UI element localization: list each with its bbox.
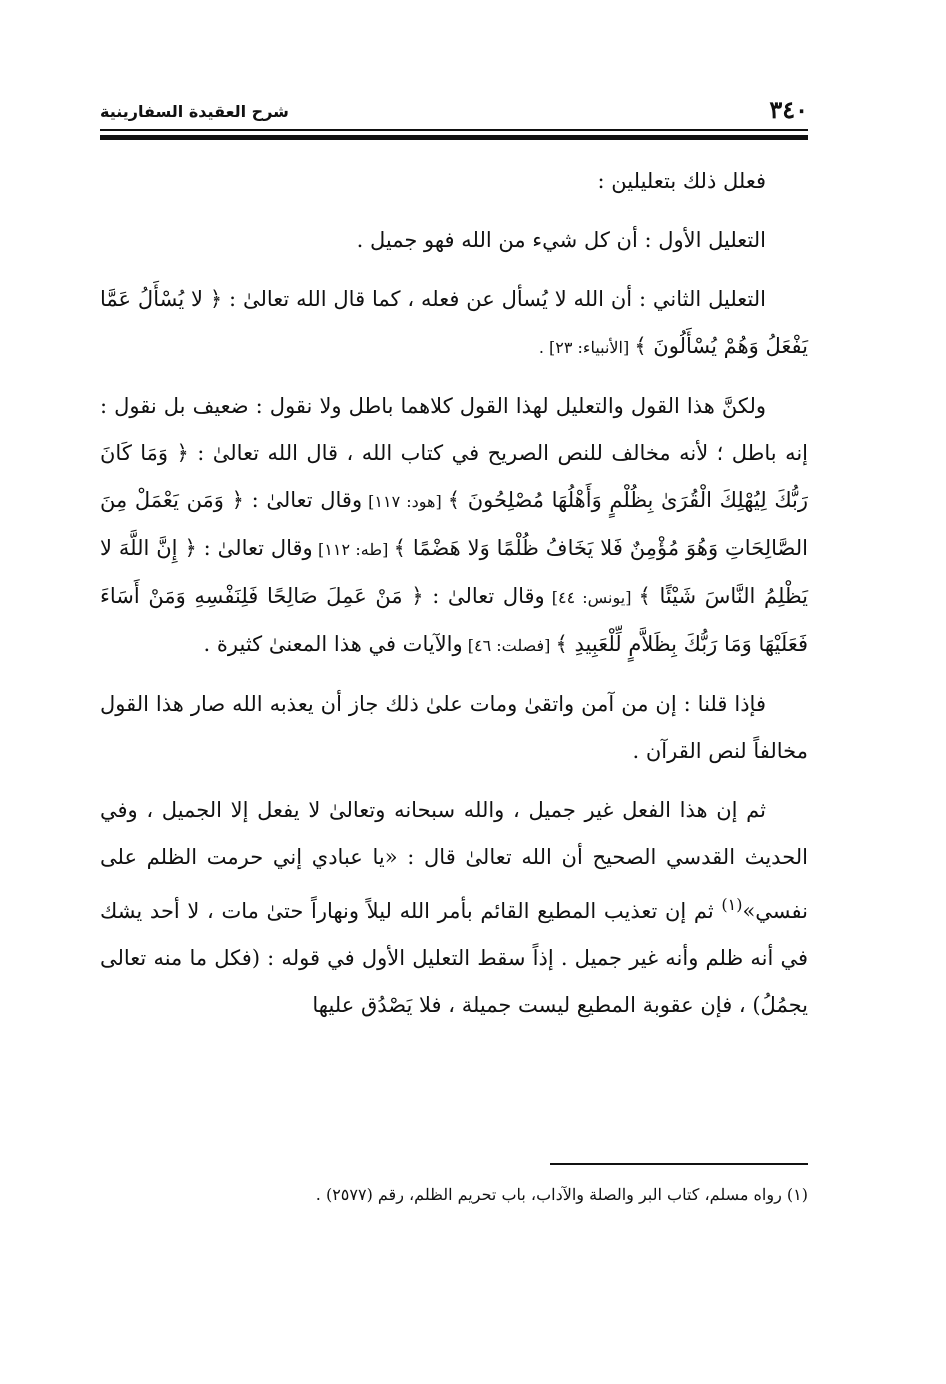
quran-verse: ﴿ مَنْ عَمِلَ صَالِحًا فَلِنَفْسِهِ وَمَنْ أَسَاءَ فَعَلَيْهَا وَمَا رَبُّكَ بِظَلاَّمٍ لِّلْعَبِيدِ ﴾ (100, 584, 808, 656)
paragraph-1: فعلل ذلك بتعليلين : (597, 169, 766, 193)
paragraph-6-text-b: ثم إن تعذيب المطيع القائم بأمر الله ليلاً ونهاراً حتىٰ مات ، لا أحد يشك في أنه ظلم وأنه غير جميل . إذاً سقط التعليل الأول في قوله : (فكل ما منه تعالى يجمُلُ) ، فإن عقوبة المطيع ليست جميلة ، فلا يَصْدُق عليها (100, 899, 809, 1017)
verse-reference: [يونس: ٤٤] (544, 588, 639, 607)
paragraph-5: فإذا قلنا : إن من آمن واتقىٰ ومات علىٰ ذلك جاز أن يعذبه الله صار هذا القول مخالفاً لنص القرآن . (100, 692, 808, 763)
quran-verse: ﴿ إِنَّ اللَّهَ لا يَظْلِمُ النَّاسَ شَيْئًا ﴾ (100, 536, 809, 608)
footnote-marker: (١) (721, 895, 743, 914)
quran-verse: ﴿ وَمَا كَانَ رَبُّكَ لِيُهْلِكَ الْقُرَىٰ بِظُلْمٍ وَأَهْلُهَا مُصْلِحُونَ ﴾ (100, 441, 809, 512)
paragraph-6-text-a: ثم إن هذا الفعل غير جميل ، والله سبحانه وتعالىٰ لا يفعل إلا الجميل ، وفي الحديث القدسي الصحيح أن الله تعالىٰ قال : «يا عبادي إني حرمت الظلم على نفسي» (100, 798, 808, 923)
verse-reference: [الأنبياء: ٢٣] . (538, 338, 635, 357)
verse-reference: [هود: ١١٧] (362, 492, 448, 511)
verse-reference: [طه: ١١٢] (312, 540, 394, 559)
paragraph-4-text-c: وقال تعالىٰ : (196, 536, 313, 560)
paragraph-4 (100, 383, 808, 669)
paragraph-4-text-a: ولكنَّ هذا القول والتعليل لهذا القول كلاهما باطل ولا نقول : ضعيف بل نقول : إنه باطل ؛ لأنه مخالف للنص الصريح في كتاب الله ، قال الله تعالىٰ : (100, 394, 809, 465)
quran-verse: ﴿ لا يُسْأَلُ عَمَّا يَفْعَلُ وَهُمْ يُسْأَلُونَ ﴾ (100, 287, 808, 358)
footnote-separator (550, 1163, 808, 1165)
main-text (100, 158, 808, 1029)
page-number: ٣٤٠ (769, 95, 808, 124)
header-rule-thin (100, 129, 808, 131)
paragraph-3 (100, 276, 808, 371)
paragraph-4-text-d: وقال تعالىٰ : (423, 584, 545, 608)
paragraph-4-text-b: وقال تعالىٰ : (243, 488, 363, 512)
running-title: شرح العقيدة السفارينية (100, 102, 289, 121)
quran-verse: ﴿ وَمَن يَعْمَلْ مِنَ الصَّالِحَاتِ وَهُوَ مُؤْمِنٌ فَلا يَخَافُ ظُلْمًا وَلا هَضْمًا ﴾ (100, 488, 808, 560)
paragraph-4-text-e: والآيات في هذا المعنىٰ كثيرة . (203, 632, 463, 656)
paragraph-3-text: التعليل الثاني : أن الله لا يُسأل عن فعله ، كما قال الله تعالىٰ : (222, 287, 766, 311)
verse-reference: [فصلت: ٤٦] (462, 636, 556, 655)
header-rule-thick (100, 135, 808, 140)
paragraph-2: التعليل الأول : أن كل شيء من الله فهو جميل . (356, 228, 766, 252)
footnote: (١) رواه مسلم، كتاب البر والصلة والآداب، باب تحريم الظلم، رقم (٢٥٧٧) . (315, 1185, 808, 1204)
paragraph-6 (100, 787, 808, 1029)
page-header (100, 92, 808, 122)
